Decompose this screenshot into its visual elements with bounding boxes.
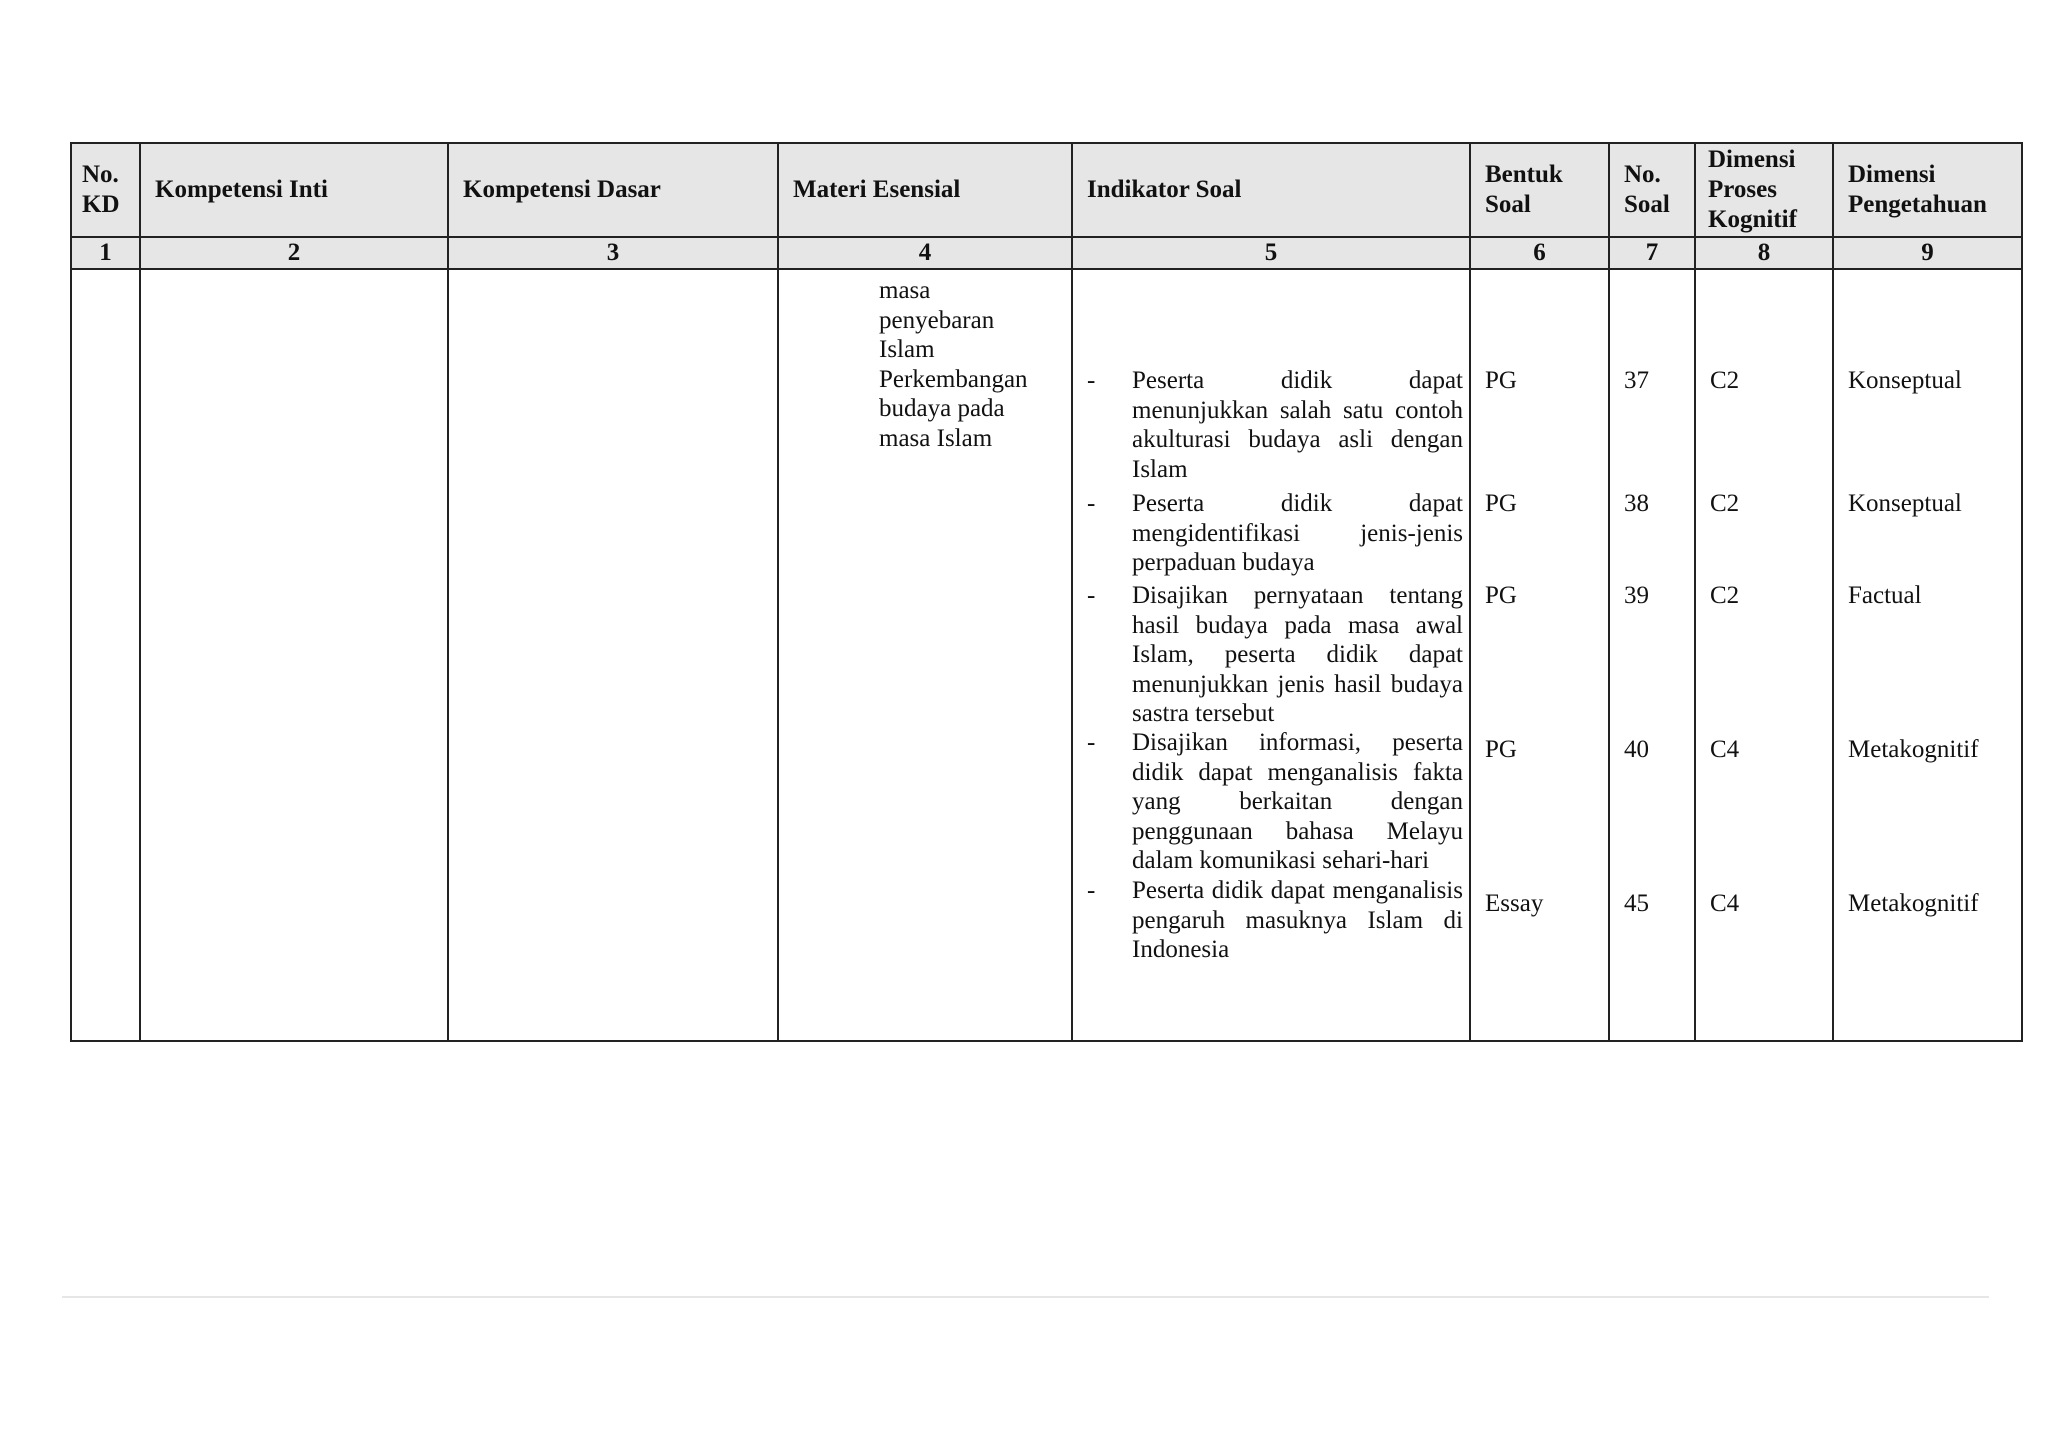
column-number: 4: [778, 237, 1072, 269]
header-bentuk-soal: Bentuk Soal: [1470, 143, 1609, 237]
header-no-soal: No. Soal: [1609, 143, 1695, 237]
indikator-item: [1087, 581, 1463, 729]
bentuk-soal-value: PG: [1485, 367, 1517, 394]
bullet-dash: -: [1087, 729, 1096, 756]
indikator-text: Disajikan informasi, peserta didik dapat menganalisis fakta yang berkaitan dengan penggunaan bahasa Melayu dalam komunikasi sehari-hari: [1132, 729, 1463, 874]
proses-kognitif-value: C4: [1710, 890, 1740, 917]
no-soal-value: 37: [1624, 367, 1649, 394]
dimensi-proses-kognitif-cell: [1695, 269, 1833, 1041]
header-row: [71, 143, 2022, 237]
indikator-text: Peserta didik dapat mengidentifikasi jenis-jenis perpaduan budaya: [1132, 490, 1463, 576]
bentuk-soal-value: PG: [1485, 736, 1517, 763]
indikator-item: [1087, 366, 1463, 484]
materi-line: penyebaran: [879, 306, 995, 334]
proses-kognitif-value: C4: [1710, 736, 1740, 763]
no-soal-value: 40: [1624, 736, 1649, 763]
content-row: [71, 269, 2022, 1041]
materi-line: masa Islam: [879, 424, 993, 452]
column-number: 9: [1833, 237, 2022, 269]
header-indikator-soal: Indikator Soal: [1072, 143, 1470, 237]
proses-kognitif-value: C2: [1710, 582, 1740, 609]
column-number: 1: [71, 237, 140, 269]
kompetensi-dasar-cell: [448, 269, 778, 1041]
indikator-soal-cell: [1072, 269, 1470, 1041]
no-soal-value: 39: [1624, 582, 1649, 609]
column-number: 7: [1609, 237, 1695, 269]
column-number: 8: [1695, 237, 1833, 269]
bullet-dash: -: [1087, 877, 1096, 904]
bullet-dash: -: [1087, 367, 1096, 394]
bentuk-soal-cell: [1470, 269, 1609, 1041]
materi-line: masa: [879, 277, 931, 304]
indikator-item: [1087, 489, 1463, 578]
indikator-item: [1087, 876, 1463, 965]
column-number: 2: [140, 237, 448, 269]
header-materi-esensial: Materi Esensial: [778, 143, 1072, 237]
pengetahuan-value: Konseptual: [1848, 490, 1962, 517]
bentuk-soal-value: Essay: [1485, 890, 1544, 917]
no-soal-value: 38: [1624, 490, 1649, 517]
indikator-text: Peserta didik dapat menganalisis pengaruh masuknya Islam di Indonesia: [1132, 877, 1463, 963]
proses-kognitif-value: C2: [1710, 367, 1740, 394]
header-kompetensi-inti: Kompetensi Inti: [140, 143, 448, 237]
materi-esensial-cell: [778, 269, 1072, 1041]
pengetahuan-value: Factual: [1848, 582, 1922, 609]
column-number: 3: [448, 237, 778, 269]
column-number: 5: [1072, 237, 1470, 269]
bullet-dash: -: [1087, 582, 1096, 609]
dimensi-pengetahuan-cell: [1833, 269, 2022, 1041]
header-kompetensi-dasar: Kompetensi Dasar: [448, 143, 778, 237]
pengetahuan-value: Metakognitif: [1848, 736, 1979, 763]
column-number: 6: [1470, 237, 1609, 269]
header-no-kd: No. KD: [71, 143, 140, 237]
bentuk-soal-value: PG: [1485, 490, 1517, 517]
proses-kognitif-value: C2: [1710, 490, 1740, 517]
no-soal-value: 45: [1624, 890, 1649, 917]
header-dimensi-pengetahuan: Dimensi Pengetahuan: [1833, 143, 2022, 237]
indikator-item: [1087, 728, 1463, 876]
pengetahuan-value: Metakognitif: [1848, 890, 1979, 917]
kisi-kisi-table: [70, 142, 2023, 1042]
kompetensi-inti-cell: [140, 269, 448, 1041]
materi-line: Islam: [879, 336, 935, 363]
pengetahuan-value: Konseptual: [1848, 367, 1962, 394]
no-soal-cell: [1609, 269, 1695, 1041]
no-kd-cell: [71, 269, 140, 1041]
materi-line: Perkembangan: [879, 365, 1028, 393]
indikator-text: Disajikan pernyataan tentang hasil budaya pada masa awal Islam, peserta didik dapat menunjukkan jenis hasil budaya sastra tersebut: [1132, 582, 1463, 727]
indikator-text: Peserta didik dapat menunjukkan salah satu contoh akulturasi budaya asli dengan Islam: [1132, 367, 1463, 483]
bullet-dash: -: [1087, 490, 1096, 517]
column-number-row: [71, 237, 2022, 269]
materi-line: budaya pada: [879, 395, 1005, 422]
bentuk-soal-value: PG: [1485, 582, 1517, 609]
page-footer-divider: [62, 1296, 1989, 1298]
header-dimensi-proses-kognitif: Dimensi Proses Kognitif: [1695, 143, 1833, 237]
